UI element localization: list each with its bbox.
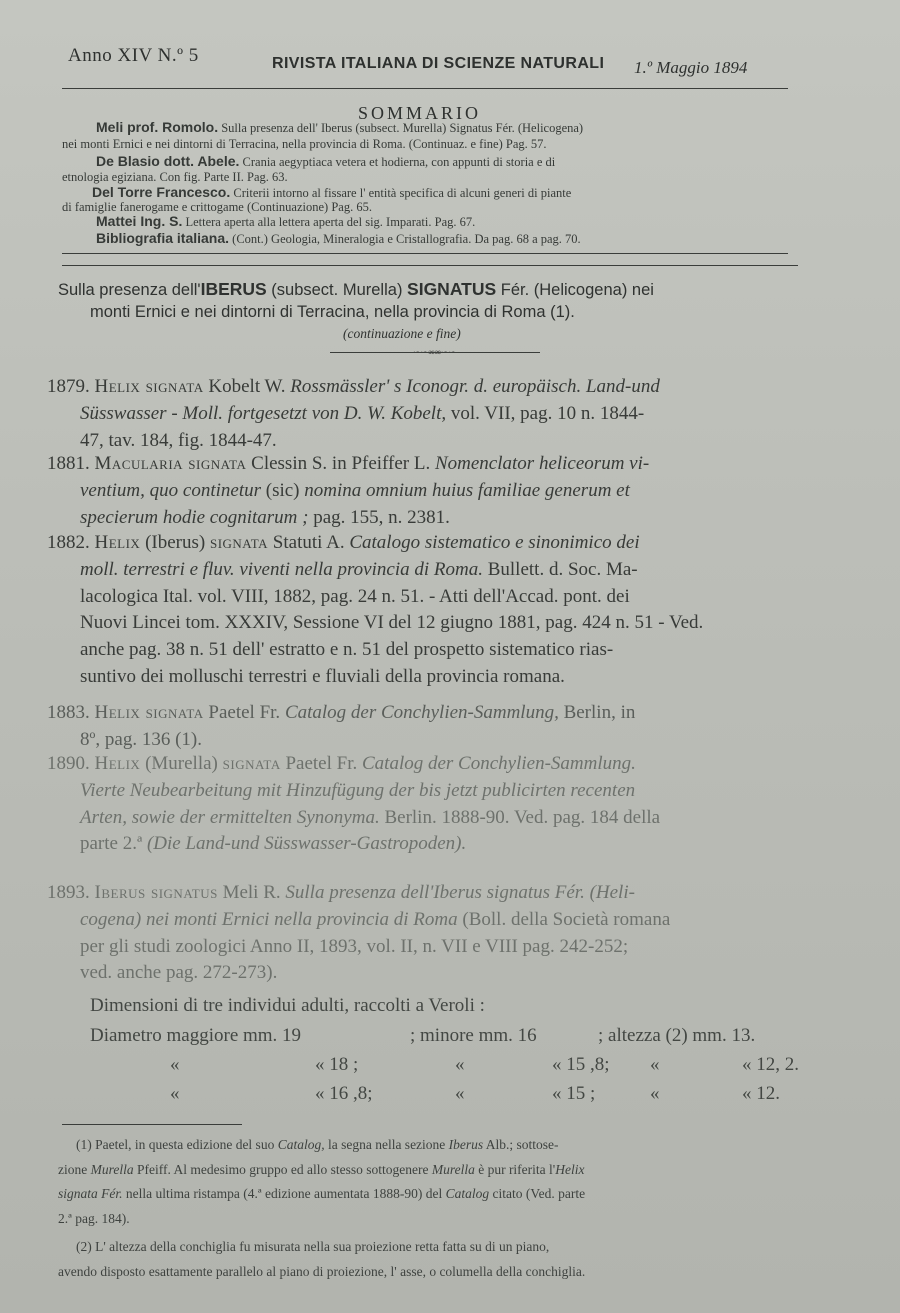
taxon-name: Helix signata — [94, 702, 204, 723]
sommario-item — [96, 120, 583, 136]
title-part: IBERUS — [200, 279, 267, 299]
sommario-author: Mattei Ing. S. — [96, 213, 183, 229]
footnote-segment: Alb.; sottose- — [483, 1137, 559, 1152]
issue-date: 1.º Maggio 1894 — [634, 58, 748, 77]
footnote-line — [76, 1234, 549, 1259]
entry-line — [80, 831, 466, 857]
entry-segment: Nuovi Lincei tom. XXXIV, Sessione VI del 12 giugno 1881, pag. 424 n. 51 - Ved. — [80, 612, 704, 634]
title-part: ) — [396, 281, 408, 299]
article-title-line2: monti Ernici e nei dintorni di Terracina, nella provincia di Roma (1). — [90, 303, 575, 321]
footnote-line — [58, 1206, 130, 1231]
dimension-value: « — [170, 1083, 180, 1104]
entry-segment: lacologica Ital. vol. VIII, 1882, pag. 24 n. 51. - Atti dell'Accad. pont. dei — [80, 585, 630, 607]
entry-line — [80, 664, 565, 690]
entry-segment: Arten, sowie der ermittelten Synonyma. — [80, 806, 380, 828]
entry-segment: 1881. — [47, 453, 95, 474]
dimension-value: ; minore mm. 16 — [410, 1025, 537, 1046]
dimension-value: « 18 ; — [315, 1054, 359, 1075]
dimension-value: « 12. — [742, 1083, 780, 1104]
title-part: SIGNATUS — [407, 279, 497, 299]
sommario-heading: SOMMARIO — [358, 103, 482, 123]
entry-line — [80, 505, 450, 531]
entry-segment: Vierte Neubearbeitung mit Hinzufügung der bis jetzt publicirten recenten — [80, 779, 636, 801]
entry-segment: Meli R. — [217, 882, 286, 903]
sommario-author: De Blasio dott. Abele. — [96, 153, 240, 169]
title-part: (subsect. — [266, 281, 343, 299]
dimension-value: « 16 ,8; — [315, 1083, 373, 1104]
entry-segment: suntivo dei molluschi terrestri e fluviali della provincia romana. — [80, 666, 565, 687]
entry-segment: 1890. — [47, 753, 95, 774]
footnote-line — [58, 1157, 584, 1182]
entry-segment: (Die Land-und Süsswasser-Gastropoden). — [146, 833, 467, 855]
entry-segment: 1882. — [47, 532, 95, 553]
sommario-item-cont: nei monti Ernici e nei dintorni di Terracina, nella provincia di Roma. (Continuaz. e fine) Pag. 57. — [62, 137, 547, 151]
dimension-value: Diametro maggiore mm. 19 — [90, 1025, 302, 1046]
entry-segment: 1879. — [47, 376, 95, 397]
dimension-value: « 12, 2. — [742, 1054, 799, 1075]
entry-segment: Rossmässler' s Iconogr. d. europäisch. Land-und — [290, 376, 660, 397]
entry-segment: 1893. — [47, 882, 95, 903]
journal-title: RIVISTA ITALIANA DI SCIENZE NATURALI — [272, 55, 605, 72]
sommario-author: Meli prof. Romolo. — [96, 119, 219, 135]
footnote-segment: (1) Paetel, in questa edizione del suo — [76, 1137, 278, 1152]
title-ornament-rule — [330, 352, 540, 353]
sommario-rule-top — [62, 253, 788, 254]
title-ornament: ——∽∽∞∞∽∽—— — [395, 347, 474, 357]
dimension-value: ; altezza (2) mm. 13. — [598, 1025, 756, 1046]
entry-segment: Clessin S. in Pfeiffer L. — [246, 453, 435, 474]
entry-line — [80, 637, 613, 663]
footnote-segment: signata Fér. — [58, 1186, 123, 1201]
entry-line — [80, 934, 628, 960]
sommario-item-cont: etnologia egiziana. Con fig. Parte II. Pag. 63. — [62, 170, 288, 184]
entry-segment: Paetel Fr. — [280, 753, 362, 774]
entry-segment: Kobelt W. — [203, 376, 291, 397]
sommario-text: Criterii intorno al fissare l' entità specifica di alcuni generi di piante — [230, 186, 572, 200]
sommario-text: (Cont.) Geologia, Mineralogia e Cristallografia. Da pag. 68 a pag. 70. — [229, 232, 581, 246]
footnote-segment: (2) L' altezza della conchiglia fu misurata nella sua proiezione retta fatta su di un piano, — [76, 1239, 550, 1254]
issue-number: Anno XIV N.º 5 — [68, 45, 199, 66]
entry-segment: Catalogo sistematico e sinonimico dei — [349, 532, 640, 553]
title-part: Murella — [342, 281, 397, 299]
footnote-segment: Murella — [90, 1161, 134, 1177]
footnote-line — [58, 1259, 585, 1284]
dimension-value: « — [455, 1054, 465, 1075]
footnote-line — [76, 1132, 559, 1157]
entry-line — [80, 401, 644, 427]
entry-line — [80, 960, 277, 986]
entry-line — [80, 610, 703, 636]
sommario-text: Sulla presenza dell' Iberus (subsect. Murella) Signatus Fér. (Helicogena) — [218, 121, 584, 135]
footnote-rule — [62, 1124, 242, 1125]
footnote-segment: Catalog, — [277, 1137, 325, 1152]
sommario-item — [96, 154, 555, 170]
title-part: ) nei — [621, 281, 654, 299]
entry-segment: Nomenclator heliceorum vi- — [434, 453, 650, 474]
footnote-line — [58, 1181, 585, 1206]
sommario-item — [96, 231, 581, 247]
entry-segment: Süsswasser - Moll. fortgesetzt von D. W. Kobelt, — [80, 402, 447, 424]
entry-line — [80, 478, 630, 504]
entry-segment: Catalog der Conchylien-Sammlung. — [362, 753, 636, 774]
entry-segment: anche pag. 38 n. 51 dell' estratto e n. 51 del prospetto sistematico rias- — [80, 639, 614, 661]
entry-segment: Catalog der Conchylien-Sammlung, — [284, 702, 559, 723]
entry-line — [47, 751, 636, 777]
entry-line — [80, 557, 638, 583]
footnote-segment: Murella — [431, 1161, 475, 1177]
entry-segment: pag. 155, n. 2381. — [308, 506, 450, 528]
entry-segment: parte 2.ª — [80, 833, 147, 855]
entry-segment: nomina omnium huius familiae generum et — [304, 479, 630, 501]
taxon-name: Helix — [94, 753, 141, 774]
footnote-segment: Iberus — [448, 1137, 484, 1152]
entry-line — [80, 428, 277, 454]
entry-segment: Sulla presenza dell'Iberus signatus Fér. (Heli- — [285, 882, 635, 903]
entry-segment: (Iberus) — [140, 532, 210, 553]
entry-line — [80, 778, 635, 804]
entry-segment: per gli studi zoologici Anno II, 1893, vol. II, n. VII e VIII pag. 242-252; — [80, 935, 629, 957]
dimensions-intro: Dimensioni di tre individui adulti, raccolti a Veroli : — [90, 995, 485, 1016]
footnote-segment: Helix — [555, 1161, 585, 1177]
entry-line — [47, 700, 635, 726]
entry-segment: Statuti A. — [268, 532, 350, 553]
entry-segment: (sic) — [261, 479, 305, 501]
entry-segment: ventium, quo continetur — [80, 479, 261, 501]
entry-line — [47, 530, 640, 556]
footnote-segment: è pur riferita l' — [474, 1161, 556, 1177]
taxon-name: signata — [222, 753, 281, 774]
title-part: Fér. ( — [496, 281, 540, 299]
sommario-item — [92, 185, 571, 201]
sommario-item — [96, 214, 475, 230]
entry-segment: (Murella) — [140, 753, 223, 774]
title-part: Helicogena — [539, 281, 622, 299]
article-subtitle: (continuazione e fine) — [343, 326, 461, 341]
entry-segment: Paetel Fr. — [203, 702, 285, 723]
footnote-segment: citato (Ved. parte — [489, 1186, 586, 1201]
footnote-segment: la segna nella sezione — [324, 1137, 449, 1152]
taxon-name: Iberus signatus — [94, 882, 218, 903]
taxon-name: Macularia signata — [94, 453, 247, 474]
dimension-value: « — [650, 1083, 660, 1104]
entry-segment: Bullett. d. Soc. Ma- — [482, 558, 638, 580]
entry-line — [47, 880, 635, 906]
footnote-segment: Catalog — [445, 1186, 490, 1201]
entry-line — [47, 451, 649, 477]
entry-segment: ved. anche pag. 272-273). — [80, 962, 278, 984]
entry-segment: Berlin, in — [558, 702, 636, 723]
dimension-value: « — [455, 1083, 465, 1104]
entry-line — [47, 374, 660, 400]
footnote-segment: zione — [58, 1161, 91, 1177]
entry-segment: cogena) nei monti Ernici nella provincia di Roma — [80, 908, 458, 930]
dimension-value: « 15 ; — [552, 1083, 596, 1104]
entry-line — [80, 907, 670, 933]
entry-segment: 47, tav. 184, fig. 1844-47. — [80, 429, 277, 451]
header-rule — [62, 88, 788, 89]
sommario-author: Bibliografia italiana. — [96, 230, 230, 246]
sommario-text: Lettera aperta alla lettera aperta del sig. Imparati. Pag. 67. — [182, 215, 476, 229]
taxon-name: Helix — [94, 532, 141, 553]
footnote-segment: avendo disposto esattamente parallelo al piano di proiezione, l' asse, o columella della conchiglia. — [58, 1263, 586, 1279]
entry-segment: Berlin. 1888-90. Ved. pag. 184 della — [379, 806, 661, 828]
sommario-text: Crania aegyptiaca vetera et hodierna, con appunti di storia e di — [239, 155, 556, 169]
taxon-name: Helix signata — [94, 376, 204, 397]
sommario-item-cont: di famiglie fanerogame e crittogame (Continuazione) Pag. 65. — [62, 200, 372, 214]
entry-segment: moll. terrestri e fluv. viventi nella provincia di Roma. — [80, 558, 483, 580]
article-title-line1 — [58, 279, 654, 300]
sommario-rule-bottom — [62, 265, 798, 266]
entry-segment: 8º, pag. 136 (1). — [80, 728, 202, 750]
dimension-value: « — [170, 1054, 180, 1075]
entry-line — [80, 727, 202, 753]
entry-segment: 1883. — [47, 702, 95, 723]
dimension-value: « 15 ,8; — [552, 1054, 610, 1075]
entry-line — [80, 805, 660, 831]
footnote-segment: nella ultima ristampa (4.ª edizione aumentata 1888-90) del — [122, 1186, 446, 1201]
entry-segment: vol. VII, pag. 10 n. 1844- — [446, 402, 645, 424]
entry-segment: (Boll. della Società romana — [457, 908, 671, 930]
title-part: Sulla presenza dell' — [58, 281, 201, 299]
footnote-segment: 2.ª pag. 184). — [58, 1210, 130, 1226]
entry-line — [80, 584, 630, 610]
footnote-segment: Pfeiff. Al medesimo gruppo ed allo stesso sottogenere — [133, 1161, 432, 1177]
entry-segment: specierum hodie cognitarum ; — [80, 506, 309, 528]
dimension-value: « — [650, 1054, 660, 1075]
sommario-author: Del Torre Francesco. — [92, 184, 231, 200]
taxon-name: signata — [209, 532, 269, 553]
